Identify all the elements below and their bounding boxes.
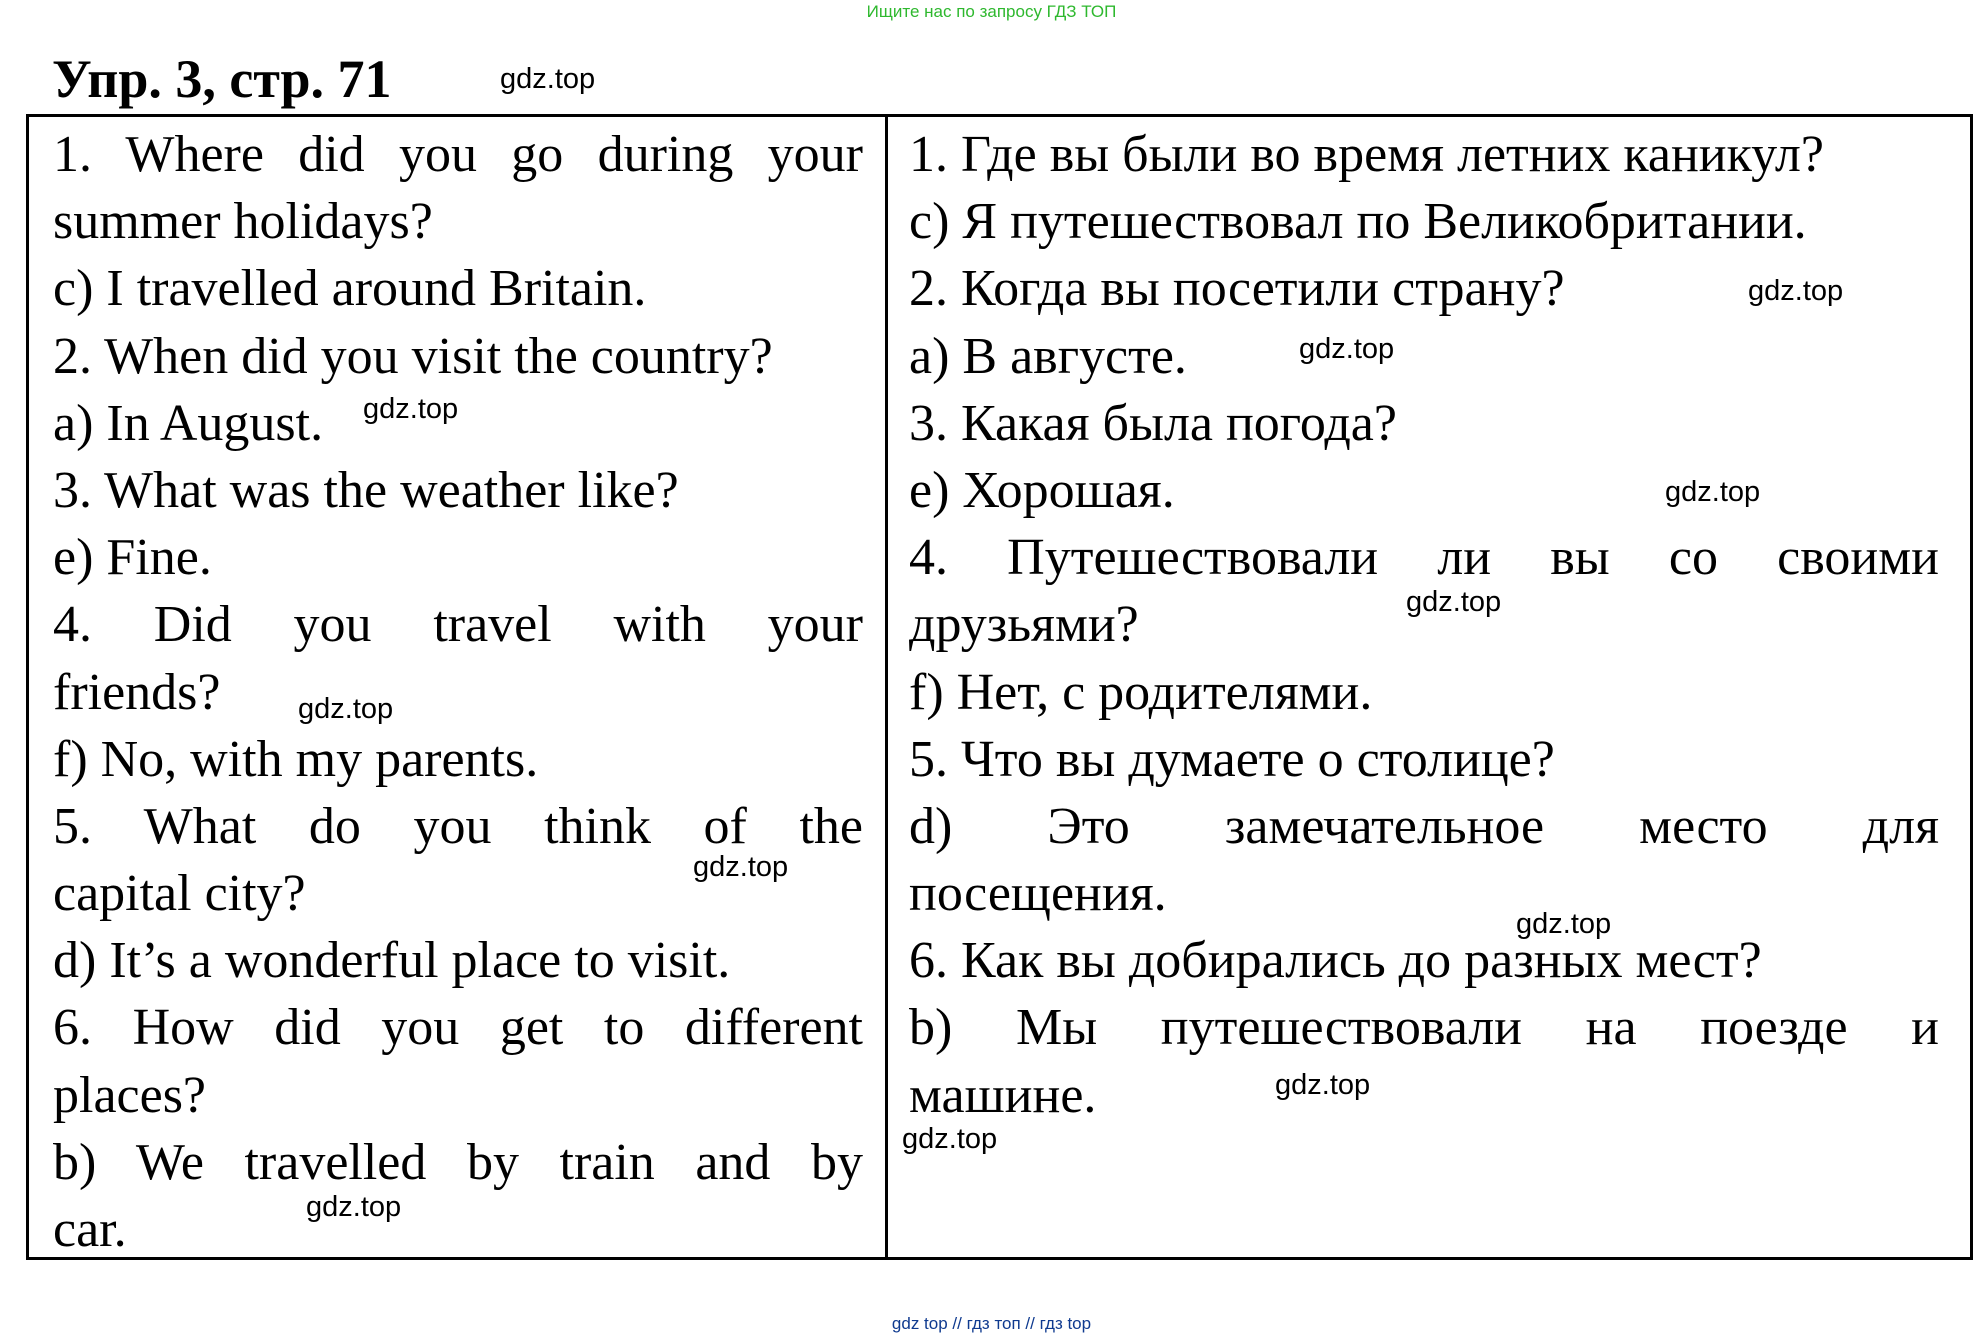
english-line: c) I travelled around Britain.	[53, 260, 647, 318]
watermark: gdz.top	[1748, 275, 1844, 307]
english-column	[53, 121, 863, 1263]
russian-line: e) Хорошая.	[909, 461, 1175, 519]
english-line: places?	[53, 1066, 207, 1124]
russian-line: d) Это замечательное место для	[909, 797, 1939, 855]
english-line: summer holidays?	[53, 193, 433, 251]
russian-line: c) Я путешествовал по Великобритании.	[909, 193, 1807, 251]
english-line: d) It’s a wonderful place to visit.	[53, 932, 731, 990]
english-line: a) In August.	[53, 394, 324, 452]
english-line: e) Fine.	[53, 529, 212, 587]
watermark: gdz.top	[500, 63, 596, 95]
english-line: friends?	[53, 663, 221, 721]
russian-line: f) Нет, с родителями.	[909, 663, 1373, 721]
watermark: gdz.top	[306, 1191, 402, 1223]
english-line: capital city?	[53, 865, 306, 923]
column-divider	[885, 117, 888, 1257]
russian-line: a) В августе.	[909, 327, 1187, 385]
translation-table	[26, 114, 1973, 1260]
russian-line: 3. Какая была погода?	[909, 394, 1397, 452]
top-banner: Ищите нас по запросу ГДЗ ТОП	[866, 2, 1117, 21]
watermark: gdz.top	[363, 393, 459, 425]
watermark: gdz.top	[1406, 586, 1502, 618]
english-line: car.	[53, 1201, 127, 1258]
russian-line: 2. Когда вы посетили страну?	[909, 260, 1565, 318]
english-line: b) We travelled by train and by	[53, 1133, 863, 1191]
russian-line: машине.	[909, 1066, 1097, 1124]
watermark: gdz.top	[693, 851, 789, 883]
english-line: 3. What was the weather like?	[53, 461, 679, 519]
watermark: gdz.top	[298, 693, 394, 725]
watermark: gdz.top	[1665, 476, 1761, 508]
english-line: 1. Where did you go during your	[53, 126, 863, 183]
russian-line: 6. Как вы добирались до разных мест?	[909, 932, 1762, 990]
english-line: f) No, with my parents.	[53, 730, 539, 788]
english-line: 5. What do you think of the	[53, 797, 863, 855]
watermark: gdz.top	[1516, 908, 1612, 940]
watermark: gdz.top	[1299, 333, 1395, 365]
footer-watermark: gdz top // гдз топ // гдз top	[891, 1314, 1092, 1333]
english-line: 2. When did you visit the country?	[53, 327, 773, 385]
russian-line: 4. Путешествовали ли вы со своими	[909, 529, 1939, 587]
russian-line: b) Мы путешествовали на поезде и	[909, 999, 1939, 1057]
english-line: 6. How did you get to different	[53, 999, 863, 1057]
russian-line: друзьями?	[909, 596, 1139, 654]
exercise-title: Упр. 3, стр. 71	[52, 49, 392, 109]
watermark: gdz.top	[902, 1123, 998, 1155]
russian-column	[909, 121, 1939, 1129]
russian-line: посещения.	[909, 865, 1167, 923]
watermark: gdz.top	[1275, 1069, 1371, 1101]
russian-line: 1. Где вы были во время летних каникул?	[909, 126, 1824, 183]
english-line: 4. Did you travel with your	[53, 596, 863, 654]
russian-line: 5. Что вы думаете о столице?	[909, 730, 1555, 788]
